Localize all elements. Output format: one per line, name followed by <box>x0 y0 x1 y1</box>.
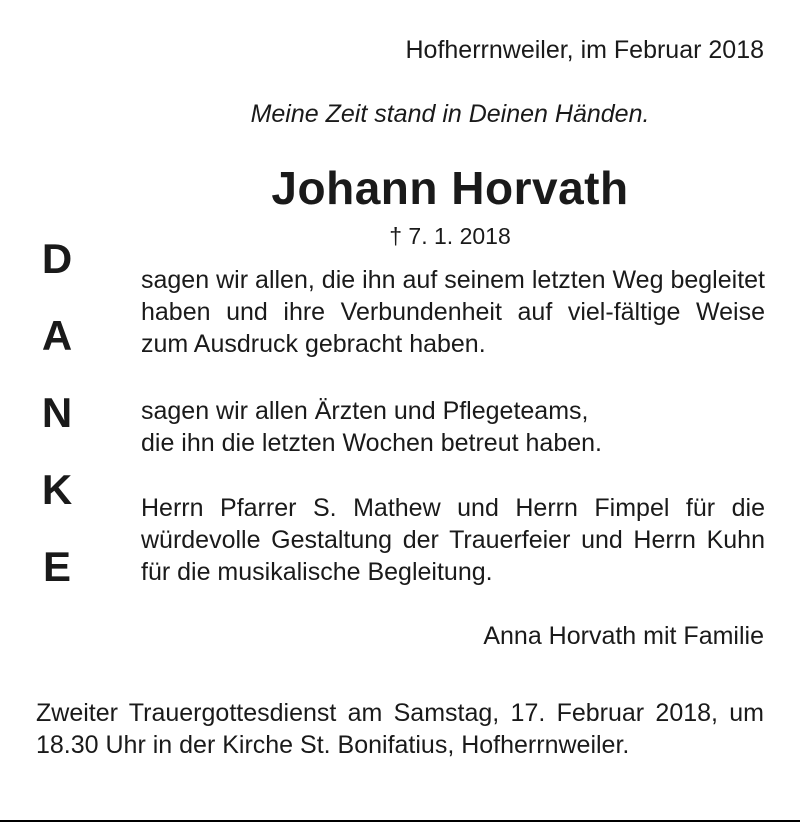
danke-letter: K <box>41 466 73 513</box>
motto: Meine Zeit stand in Deinen Händen. <box>250 100 650 128</box>
thanks-paragraph-mourners-text: sagen wir allen, die ihn auf seinem letzten Weg begleitet haben und ihre Verbundenheit auf viel-fältige Weise zum Ausdruck gebracht haben. <box>141 266 765 358</box>
thanks-paragraph-ceremony: Herrn Pfarrer S. Mathew und Herrn Fimpel für die würdevolle Gestaltung der Trauerfeier und Herrn Kuhn für die musikalische Begleitung. <box>141 494 765 586</box>
thanks-paragraph-mourners <box>141 264 765 360</box>
danke-letter: E <box>42 543 71 590</box>
thanks-paragraph-medical <box>141 395 602 459</box>
death-date: † 7. 1. 2018 <box>389 223 511 249</box>
memorial-service-info: Zweiter Trauergottesdienst am Samstag, 17. Februar 2018, um 18.30 Uhr in der Kirche St. Bonifatius, Hofherrnweiler. <box>36 699 764 759</box>
place-date: Hofherrnweiler, im Februar 2018 <box>405 36 764 64</box>
danke-letter: D <box>41 235 73 282</box>
danke-letter: A <box>41 312 73 359</box>
danke-vertical <box>36 234 78 619</box>
signature: Anna Horvath mit Familie <box>483 622 764 650</box>
thanks-paragraph-medical-line: sagen wir allen Ärzten und Pflegeteams, <box>141 397 589 425</box>
danke-letter: N <box>41 389 73 436</box>
deceased-name: Johann Horvath <box>271 162 629 214</box>
thanks-paragraph-medical-line: die ihn die letzten Wochen betreut haben. <box>141 429 602 457</box>
